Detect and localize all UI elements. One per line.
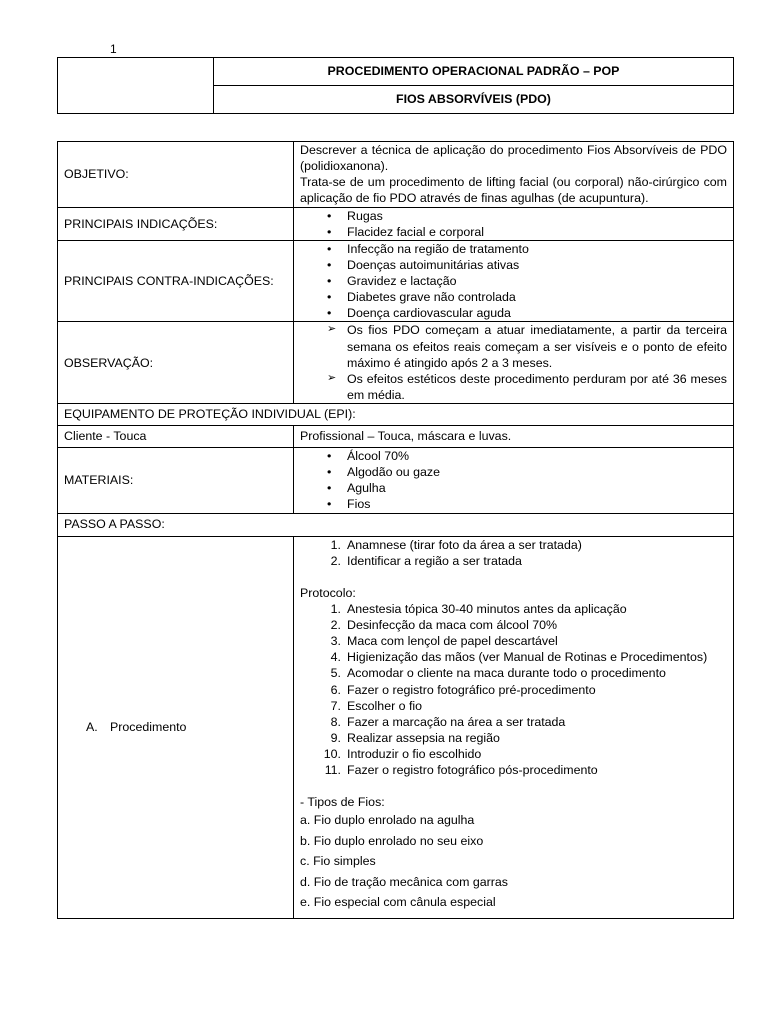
objetivo-line2: Trata-se de um procedimento de lifting facial (ou corporal) não-cirúrgico com aplicação de fio PDO através de finas agulhas (de acupuntura). [300,175,727,206]
list-item: • Agulha [347,480,727,496]
intro-steps [300,537,727,569]
passo-label: PASSO A PASSO: [58,513,734,536]
list-item: 6. Fazer o registro fotográfico pré-procedimento [330,682,596,697]
tipos-list [300,810,727,913]
list-item: 1. Anestesia tópica 30-40 minutos antes da aplicação [330,601,627,616]
epi-label: EQUIPAMENTO DE PROTEÇÃO INDIVIDUAL (EPI): [58,404,734,426]
indicacoes-label: PRINCIPAIS INDICAÇÕES: [58,207,294,240]
list-item: • Fios [347,496,727,512]
list-item: 9. Realizar assepsia na região [330,730,500,745]
procedimento-content [294,536,734,918]
epi-row [58,426,734,448]
objetivo-text [294,142,734,208]
procedimento-letter: A. [86,720,98,735]
list-item: • Diabetes grave não controlada [347,289,727,305]
epi-header-row [58,404,734,426]
list-item: 8. Fazer a marcação na área a ser tratada [330,714,566,729]
materiais-row [58,448,734,514]
protocolo-label: Protocolo: [300,585,356,600]
procedimento-label [58,536,294,918]
contra-list-cell [294,240,734,322]
list-item: • Álcool 70% [347,448,727,464]
list-item: 5. Acomodar o cliente na maca durante todo o procedimento [330,666,666,681]
tipos-label: - Tipos de Fios: [300,795,385,810]
objetivo-line1: Descrever a técnica de aplicação do procedimento Fios Absorvíveis de PDO (polidioxanona). [300,143,727,174]
procedure-table [57,141,734,919]
epi-profissional: Profissional – Touca, máscara e luvas. [294,426,734,448]
protocolo-steps [300,601,727,778]
header-table [57,57,734,114]
procedimento-title: Procedimento [110,720,187,735]
list-item: 2. Desinfecção da maca com álcool 70% [330,618,558,632]
indicacoes-row [58,207,734,240]
list-item: 4. Higienização das mãos (ver Manual de Rotinas e Procedimentos) [330,650,708,665]
list-item: a. Fio duplo enrolado na agulha [300,813,475,828]
document-title: PROCEDIMENTO OPERACIONAL PADRÃO – POP [214,58,734,86]
observacao-list [300,322,727,403]
observacao-list-cell [294,322,734,404]
list-item: c. Fio simples [300,854,376,869]
page-number: 1 [110,42,117,56]
list-item: 3. Maca com lençol de papel descartável [330,634,558,649]
epi-cliente: Cliente - Touca [58,426,294,448]
list-item: • Algodão ou gaze [347,464,727,480]
procedimento-row [58,536,734,918]
objetivo-label: OBJETIVO: [58,142,294,208]
list-item: • Infecção na região de tratamento [347,241,727,257]
list-item: 7. Escolher o fio [330,698,423,713]
list-item: • Gravidez e lactação [347,273,727,289]
observacao-row [58,322,734,404]
contra-row [58,240,734,322]
materiais-list [300,448,727,513]
indicacoes-list [300,208,727,240]
list-item: ➢ Os efeitos estéticos deste procedimento perduram por até 36 meses em média. [347,371,727,403]
passo-row [58,513,734,536]
list-item: 11. Fazer o registro fotográfico pós-procedimento [324,763,598,778]
list-item: • Rugas [347,208,727,224]
document-subtitle: FIOS ABSORVÍVEIS (PDO) [214,86,734,114]
materiais-list-cell [294,448,734,514]
list-item: • Doenças autoimunitárias ativas [347,257,727,273]
observacao-label: OBSERVAÇÃO: [58,322,294,404]
contra-label: PRINCIPAIS CONTRA-INDICAÇÕES: [58,240,294,322]
indicacoes-list-cell [294,207,734,240]
list-item: ➢ Os fios PDO começam a atuar imediatamente, a partir da terceira semana os efeitos reais começam a ser visíveis e o ponto de efeito máximo é atingido após 2 a 3 meses. [347,322,727,370]
list-item: b. Fio duplo enrolado no seu eixo [300,833,484,848]
list-item: • Flacidez facial e corporal [347,224,727,240]
list-item: e. Fio especial com cânula especial [300,895,496,910]
logo-cell [58,58,214,114]
list-item: 1. Anamnese (tirar foto da área a ser tratada) [330,537,582,552]
objetivo-row [58,142,734,208]
list-item: • Doença cardiovascular aguda [347,305,727,321]
contra-list [300,241,727,322]
list-item: 10. Introduzir o fio escolhido [323,747,482,761]
list-item: d. Fio de tração mecânica com garras [300,874,508,889]
list-item: 2. Identificar a região a ser tratada [330,553,522,568]
materiais-label: MATERIAIS: [58,448,294,514]
